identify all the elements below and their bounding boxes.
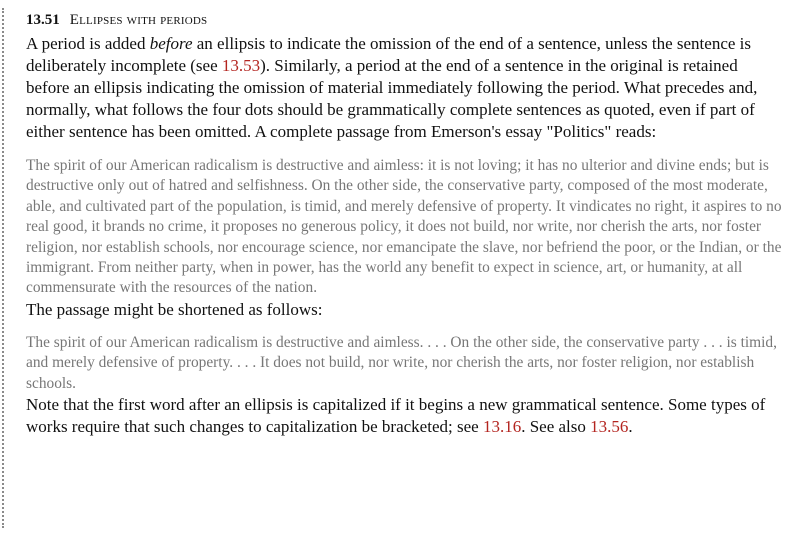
cross-reference-link[interactable]: 13.53 xyxy=(221,56,261,75)
section-content xyxy=(26,10,784,438)
intro-text-2: an ellipsis to indicate the omission of the end of a sentence, unless the sentence is deliberately incomplete (see xyxy=(26,34,752,75)
intro-text-1: A period is added xyxy=(26,34,150,53)
note-text-1: Note that the first word after an ellipsis is capitalized if it begins a new grammatical sentence. Some types of works require that such changes to capitalization be bracketed; see xyxy=(26,395,766,437)
block-quote-full: The spirit of our American radicalism is destructive and aimless: it is not loving; it has no ulterior and divine ends; but is destructive only out of hatred and selfishness. On the other side, the conservative party, composed of the most moderate, able, and cultivated part of the population, is timid, and merely defensive of property. It vindicates no right, it aspires to no real good, it brands no crime, it proposes no generous policy, it does not build, nor write, nor cherish the arts, nor foster religion, nor establish schools, nor encourage science, nor emancipate the slave, nor befriend the poor, or the Indian, or the immigrant. From neither party, when in power, has the world any benefit to expect in science, art, or humanity, at all commensurate with the resources of the nation. xyxy=(26,157,782,297)
section-heading xyxy=(26,10,784,30)
section-title: Ellipses with periods xyxy=(69,12,208,28)
note-text-3: . xyxy=(628,417,633,437)
capitalization-note-paragraph xyxy=(26,394,784,438)
shortened-intro-paragraph: The passage might be shortened as follows: xyxy=(26,299,323,319)
block-quote-shortened: The spirit of our American radicalism is destructive and aimless. . . . On the other side, the conservative party . . . is timid, and merely defensive of property. . . . It does not build, nor write, nor cherish the arts, nor foster religion, nor establish schools. xyxy=(26,333,777,392)
note-text-2: . See also xyxy=(521,417,591,437)
intro-italic-word: before xyxy=(149,34,193,53)
cross-reference-link[interactable]: 13.56 xyxy=(590,417,629,437)
intro-paragraph xyxy=(26,33,784,143)
intro-text-3: ). Similarly, a period at the end of a sentence in the original is retained before an ellipsis indicating the omission of material immediately following the period. What precedes and, normally, what follows the four dots should be grammatically complete sentences as quoted, even if part of either sentence has been omitted. A complete passage from Emerson's essay "Politics" reads: xyxy=(26,56,758,141)
section-number: 13.51 xyxy=(26,12,60,28)
left-dotted-rule xyxy=(2,8,4,528)
cross-reference-link[interactable]: 13.16 xyxy=(482,417,522,437)
